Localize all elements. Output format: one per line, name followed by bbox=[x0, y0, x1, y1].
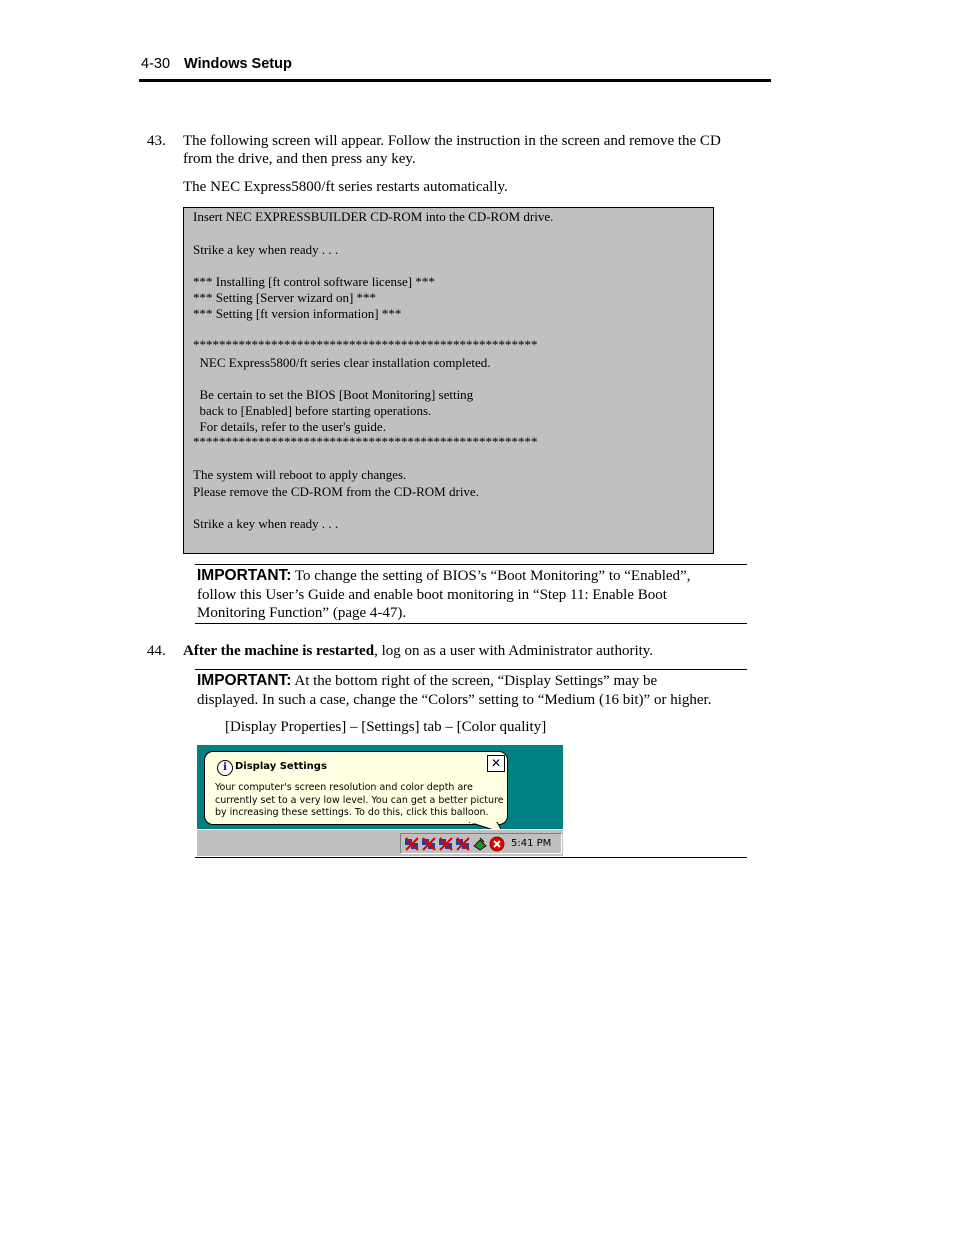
balloon-message: Your computer's screen resolution and color depth are currently set to a very low level. You can get a better picture by increasing these settings. To do this, click this balloon. bbox=[215, 782, 504, 818]
step-44-text bbox=[183, 642, 653, 660]
network-disconnected-icon[interactable] bbox=[438, 836, 454, 852]
console-line: For details, refer to the user's guide. bbox=[193, 419, 386, 434]
balloon-title: Display Settings bbox=[235, 761, 327, 772]
console-line: Insert NEC EXPRESSBUILDER CD-ROM into the CD-ROM drive. bbox=[193, 209, 554, 224]
console-line: ***************************************************** bbox=[193, 337, 538, 352]
taskbar-clock[interactable]: 5:41 PM bbox=[511, 838, 552, 849]
console-line: *** Setting [ft version information] *** bbox=[193, 306, 402, 321]
console-line: The system will reboot to apply changes. bbox=[193, 467, 407, 482]
console-line: *** Setting [Server wizard on] *** bbox=[193, 290, 377, 305]
important-note-1 bbox=[195, 564, 747, 624]
step-44-number: 44. bbox=[147, 643, 166, 659]
console-line: Strike a key when ready . . . bbox=[193, 242, 339, 257]
console-line: Strike a key when ready . . . bbox=[193, 516, 339, 531]
step-43-line2: from the drive, and then press any key. bbox=[183, 151, 416, 167]
step-44-bold: After the machine is restarted bbox=[183, 643, 375, 659]
step-44-rest: , log on as a user with Administrator authority. bbox=[374, 643, 654, 659]
console-screen bbox=[183, 207, 714, 554]
important-1-line1 bbox=[197, 567, 690, 585]
header-text bbox=[141, 56, 292, 72]
system-tray bbox=[400, 833, 562, 854]
display-settings-screenshot bbox=[197, 745, 563, 856]
console-line: Be certain to set the BIOS [Boot Monitoring] setting bbox=[193, 387, 474, 402]
console-line: *** Installing [ft control software license] *** bbox=[193, 274, 435, 289]
step-43-note: The NEC Express5800/ft series restarts automatically. bbox=[183, 179, 508, 195]
safely-remove-hardware-icon[interactable] bbox=[472, 836, 488, 852]
step-43-line1: The following screen will appear. Follow the instruction in the screen and remove the CD bbox=[183, 133, 721, 149]
important-1-text: To change the setting of BIOS’s “Boot Monitoring” to “Enabled”, bbox=[291, 568, 691, 584]
info-icon: i bbox=[217, 760, 233, 776]
console-line: Please remove the CD-ROM from the CD-ROM drive. bbox=[193, 484, 479, 499]
error-icon[interactable] bbox=[489, 836, 505, 852]
network-disconnected-icon[interactable] bbox=[404, 836, 420, 852]
chapter-title: Windows Setup bbox=[184, 56, 292, 72]
console-line: NEC Express5800/ft series clear installation completed. bbox=[193, 355, 491, 370]
important-2-text: At the bottom right of the screen, “Display Settings” may be bbox=[291, 673, 658, 689]
taskbar bbox=[197, 829, 563, 856]
close-button[interactable]: ✕ bbox=[487, 755, 505, 772]
network-disconnected-icon[interactable] bbox=[421, 836, 437, 852]
network-disconnected-icon[interactable] bbox=[455, 836, 471, 852]
console-line: ***************************************************** bbox=[193, 434, 538, 449]
page-number: 4-30 bbox=[141, 56, 171, 72]
important-2-line2: displayed. In such a case, change the “Colors” setting to “Medium (16 bit)” or higher. bbox=[197, 692, 712, 708]
settings-path: [Display Properties] – [Settings] tab – [Color quality] bbox=[225, 719, 547, 735]
important-2-line1 bbox=[197, 672, 657, 690]
header-rule bbox=[139, 79, 771, 82]
important-label: IMPORTANT: bbox=[197, 567, 292, 584]
step-43-number: 43. bbox=[147, 133, 166, 149]
page-header bbox=[139, 56, 771, 82]
important-1-line2: follow this User’s Guide and enable boot monitoring in “Step 11: Enable Boot bbox=[197, 587, 667, 603]
important-label: IMPORTANT: bbox=[197, 672, 292, 689]
important-1-line3: Monitoring Function” (page 4-47). bbox=[197, 605, 407, 621]
display-settings-balloon[interactable] bbox=[204, 751, 508, 825]
console-line: back to [Enabled] before starting operations. bbox=[193, 403, 432, 418]
